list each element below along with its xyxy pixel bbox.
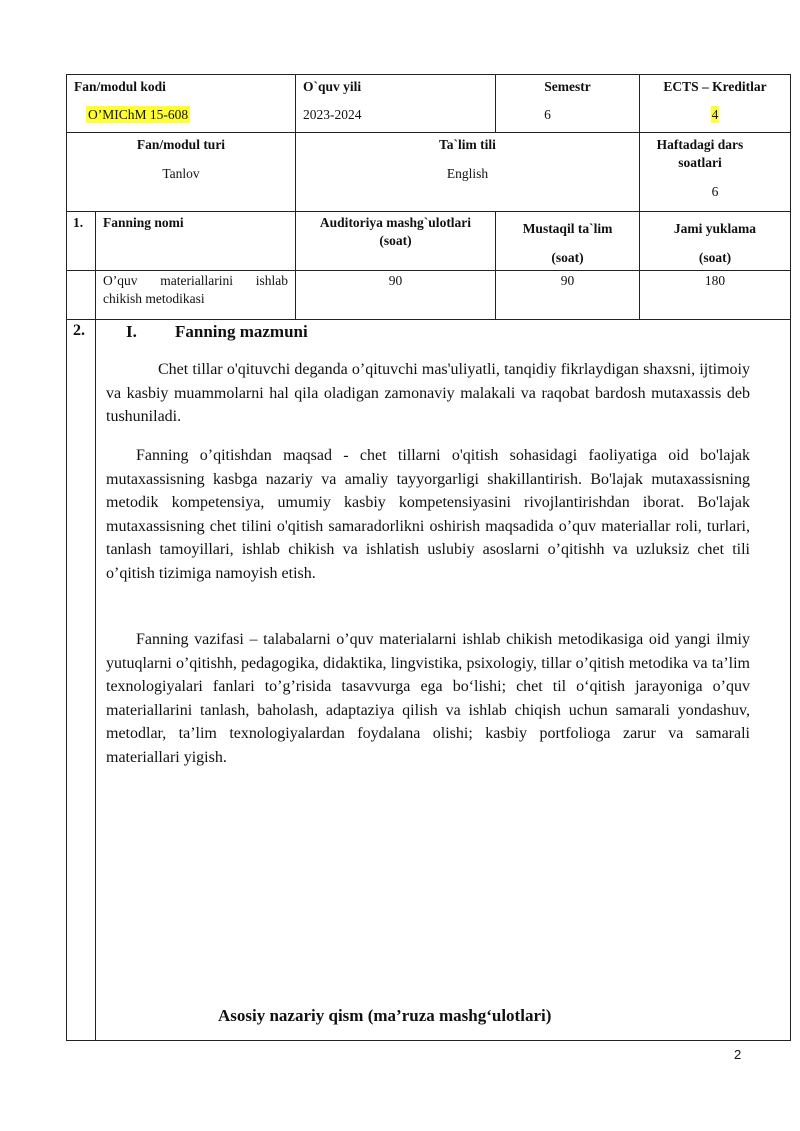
semester-value: 6 (544, 107, 551, 122)
independent-header-line1: Mustaqil ta`lim (522, 221, 613, 236)
credits-value (640, 106, 790, 124)
section-title: Fanning mazmuni (175, 322, 308, 341)
auditorium-header (296, 214, 495, 250)
language-header: Ta`lim tili (439, 137, 496, 152)
row-number-1: 1. (73, 215, 84, 230)
theory-subheading: Asosiy nazariy qism (ma’ruza mashg‘ulotlari) (218, 1006, 552, 1025)
subject-name-line1: O’quv materiallarini ishlab (103, 273, 288, 288)
semester-header: Semestr (544, 79, 591, 94)
type-header: Fan/modul turi (136, 137, 226, 152)
independent-value: 90 (560, 273, 575, 288)
total-load-header-line1: Jami yuklama (673, 221, 757, 236)
total-load-header (640, 214, 790, 272)
total-load-value: 180 (704, 273, 726, 288)
page-number: 2 (734, 1047, 742, 1062)
credits-header: ECTS – Kreditlar (663, 79, 767, 94)
weekly-hours-value: 6 (711, 184, 719, 199)
year-value: 2023-2024 (303, 107, 362, 122)
weekly-hours-header-line1: Haftadagi dars (656, 137, 744, 152)
auditorium-value: 90 (388, 273, 403, 288)
auditorium-header-line1: Auditoriya mashg`ulotlari (319, 215, 472, 230)
total-load-header-line2: (soat) (698, 250, 732, 265)
year-header: O`quv yili (303, 79, 362, 94)
independent-header-line2: (soat) (551, 250, 584, 265)
weekly-hours-header (640, 136, 760, 172)
code-value (86, 106, 190, 124)
subject-name-line2: chikish metodikasi (103, 291, 205, 306)
subject-name-header: Fanning nomi (103, 215, 184, 230)
independent-header (496, 214, 639, 272)
credits-value-highlight: 4 (711, 107, 719, 122)
paragraph-2: Fanning o’qitishdan maqsad - chet tillarni o'qitish sohasidagi faoliyatiga oid bo'lajak mutaxassisning kasbga nazariy va amaliy tayyorgarligi shakillantirish. Bo'lajak mutaxassisning metodik kompetensiya, umumiy kasbiy kompetensiyasini rivojlantirishdan iborat. Bo'lajak mutaxassisning chet tilini o'qitish samaradorlikni oshirish maqsadida o’quv materiallar roli, turlari, tanlash tamoyillari, ishlab chikish va ishlatish uslubiy asoslarni o’qitishh va uzluksiz chet tili o’qitish tizimiga namoyish etish. (106, 447, 750, 582)
language-value: English (446, 166, 489, 181)
paragraph-3: Fanning vazifasi – talabalarni o’quv materialarni ishlab chikish metodikasiga oid yangi ilmiy yutuqlarni o’qitishh, pedagogika, didaktika, lingvistika, psixologiy, tillar o’qitish metodika va ta’lim texnologiyalari fanlari to’g’risida tasavvurga ega bo‘lishi; chet til o‘qitish jarayoniga o’quv materiallarini tanlash, baholash, adaptaziya qilish va ishlab chiqish uchun samarali yondashuv, metodlar, ta’lim texnologiyalardan foydalana olishi; kasbiy portfolioga zarur va samarali materiallari yigish. (106, 631, 750, 766)
section-roman: I. (126, 322, 137, 341)
code-value-highlight: O’MIChM 15-608 (88, 107, 189, 122)
auditorium-header-line2: (soat) (379, 233, 412, 248)
weekly-hours-header-line2: soatlari (678, 155, 722, 170)
subject-name-value (103, 272, 288, 308)
type-value: Tanlov (162, 166, 200, 181)
code-header: Fan/modul kodi (74, 79, 166, 94)
section-number: 2. (73, 322, 85, 339)
paragraph-1: Chet tillar o'qituvchi deganda o’qituvchi mas'uliyatli, tanqidiy fikrlaydigan shaxsni, ijtimoiy va kasbiy muammolarni hal qila oladigan zamonaviy malakali va raqobat bardosh mutaxassis deb tushuniladi. (106, 361, 750, 425)
